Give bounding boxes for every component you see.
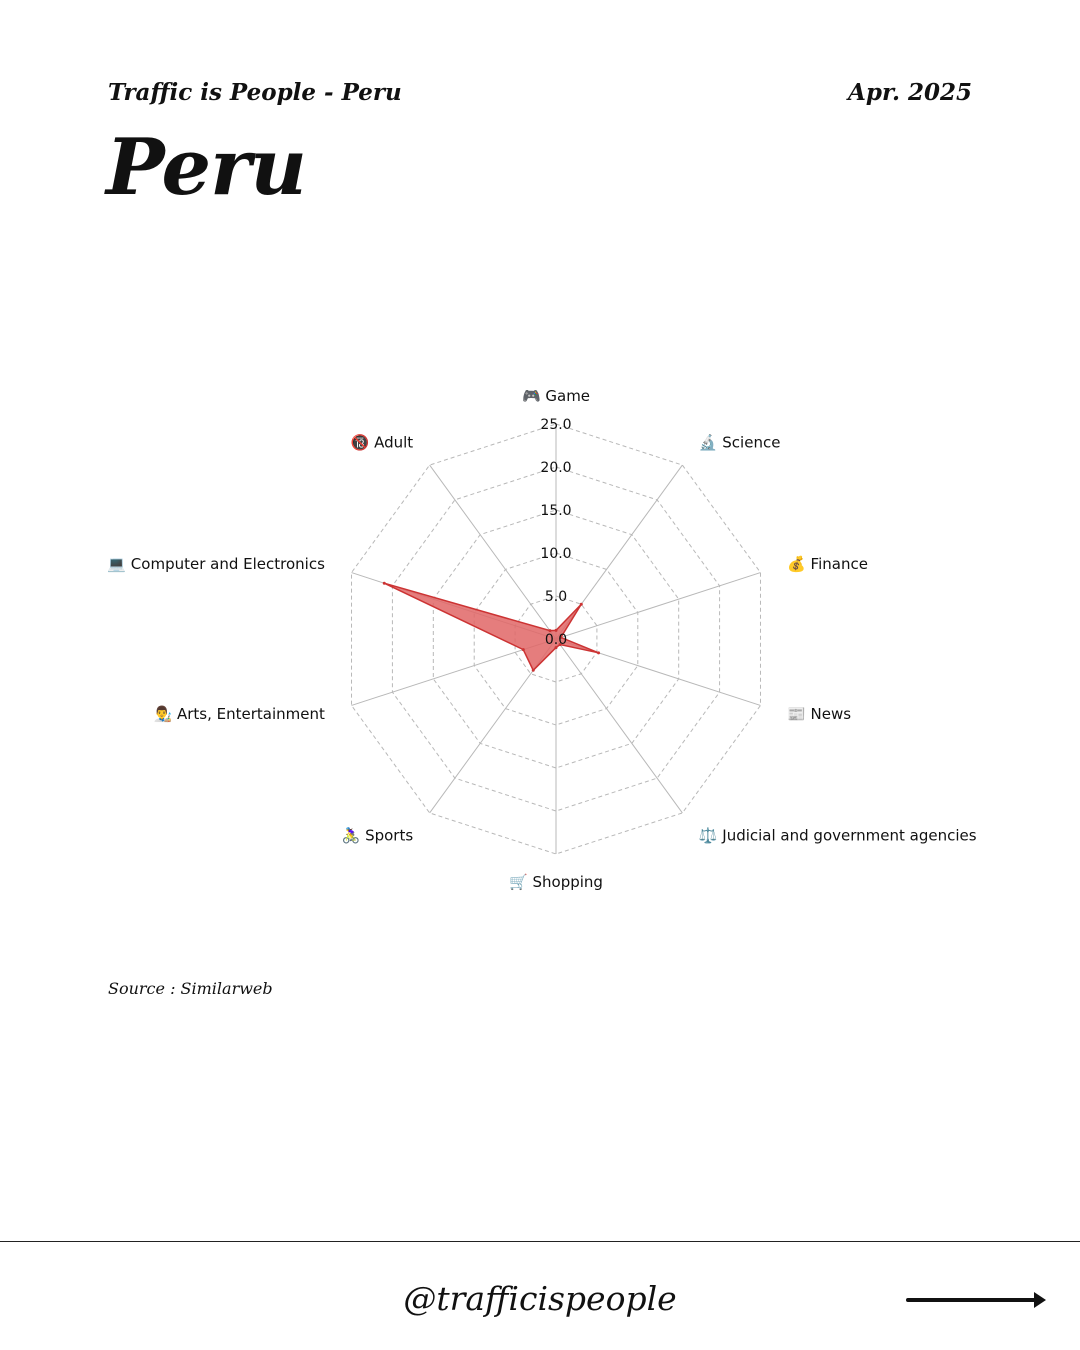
category-label: 🎮 Game bbox=[521, 387, 591, 405]
data-point bbox=[597, 651, 600, 654]
tick-label: 5.0 bbox=[544, 589, 568, 605]
next-arrow-icon[interactable] bbox=[906, 1288, 1050, 1312]
tick-label: 10.0 bbox=[540, 546, 572, 562]
series-title: Traffic is People - Peru bbox=[108, 79, 402, 106]
category-label: 🚴‍♀️ Sports bbox=[341, 826, 414, 845]
page-title: Peru bbox=[106, 122, 306, 213]
category-label: 🛒 Shopping bbox=[509, 873, 603, 891]
report-date: Apr. 2025 bbox=[848, 79, 972, 106]
category-label: 📰 News bbox=[787, 705, 852, 724]
tick-label: 25.0 bbox=[540, 417, 572, 433]
category-label: 💻 Computer and Electronics bbox=[107, 554, 325, 573]
data-point bbox=[383, 582, 386, 585]
footer-divider bbox=[0, 1241, 1080, 1242]
category-label: ⚖️ Judicial and government agencies bbox=[698, 826, 977, 845]
account-handle: @trafficispeople bbox=[403, 1279, 677, 1318]
source-note: Source : Similarweb bbox=[108, 979, 273, 998]
tick-label: 20.0 bbox=[540, 460, 572, 476]
axis-spoke bbox=[556, 573, 760, 639]
data-point bbox=[532, 669, 535, 672]
tick-label: 15.0 bbox=[540, 503, 572, 519]
category-label: 👨‍🎨 Arts, Entertainment bbox=[153, 705, 325, 724]
tick-label: 0.0 bbox=[544, 632, 568, 648]
category-label: 💰 Finance bbox=[787, 554, 868, 573]
axis-spoke bbox=[556, 639, 682, 813]
data-point bbox=[522, 648, 525, 651]
data-point bbox=[580, 603, 583, 606]
category-label: 🔬 Science bbox=[698, 433, 781, 452]
category-label: 🔞 Adult bbox=[350, 433, 414, 452]
